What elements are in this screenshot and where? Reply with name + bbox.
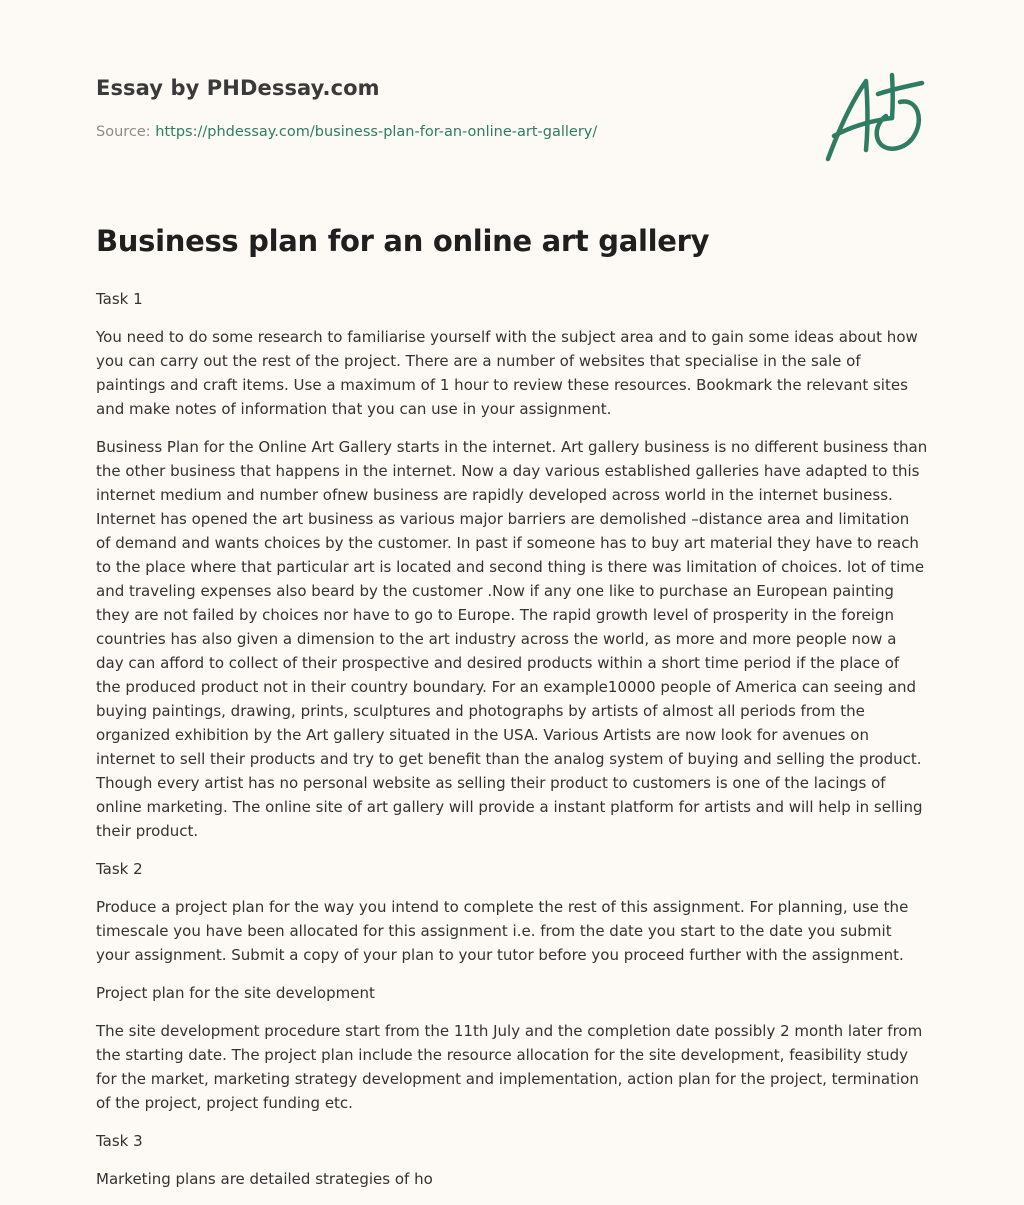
paragraph: Produce a project plan for the way you intend to complete the rest of this assignment. For planning, use the timescale you have been allocated for this assignment i.e. from the date you start to the date you submit your assignment. Submit a copy of your plan to your tutor before you proceed further with the assignment. [96,898,909,964]
paragraph: Marketing plans are detailed strategies of ho [96,1170,433,1188]
paragraph: You need to do some research to familiarise yourself with the subject area and to gain some ideas about how you can carry out the rest of the project. There are a number of websites that specialise in the sale of paintings and craft items. Use a maximum of 1 hour to review these resources. Bookmark the relevant sites and make notes of information that you can use in your assignment. [96,328,918,418]
paragraph: The site development procedure start from the 11th July and the completion date possibly 2 month later from the starting date. The project plan include the resource allocation for the site development, feasibility study for the market, marketing strategy development and implementation, action plan for the project, termination of the project, project funding etc. [96,1022,923,1112]
section-heading-task-3: Task 3 [96,1132,143,1150]
section-heading-task-2: Task 2 [96,860,143,878]
site-title: Essay by PHDessay.com [96,76,380,100]
paragraph: Business Plan for the Online Art Gallery starts in the internet. Art gallery business is no different business than the other business that happens in the internet. Now a day various established galleries have adapted to this internet medium and number ofnew business are rapidly developed across world in the internet business. Internet has opened the art business as various major barriers are demolished –distance area and limitation of demand and wants choices by the customer. In past if someone has to buy art material they have to reach to the place where that particular art is located and second thing is there was limitation of choices. lot of time and traveling expenses also beard by the customer .Now if any one like to purchase an European painting they are not failed by choices nor have to go to Europe. The rapid growth level of prosperity in the foreign countries has also given a dimension to the art industry across the world, as more and more people now a day can afford to collect of their prospective and desired products within a short time period if the place of the produced product not in their country boundary. For an example10000 people of America can seeing and buying paintings, drawing, prints, sculptures and photographs by artists of almost all periods from the organized exhibition by the Art gallery situated in the USA. Various Artists are now look for avenues on internet to sell their products and try to get benefit than the analog system of buying and selling the product. Though every artist has no personal website as selling their product to customers is one of the lacings of online marketing. The online site of art gallery will provide a instant platform for artists and will help in selling their product. [96,438,928,840]
essay-page [96,0,928,1188]
section-heading-project-plan: Project plan for the site development [96,984,375,1002]
source-link[interactable]: https://phdessay.com/business-plan-for-an-online-art-gallery/ [155,124,598,140]
source-label: Source: [96,124,156,140]
essay-body [96,287,928,1205]
document-title: Business plan for an online art gallery [96,224,710,258]
source-line [96,124,597,140]
page-header [96,0,928,200]
section-heading-task-1: Task 1 [96,290,143,308]
a-plus-logo-icon [822,66,926,166]
